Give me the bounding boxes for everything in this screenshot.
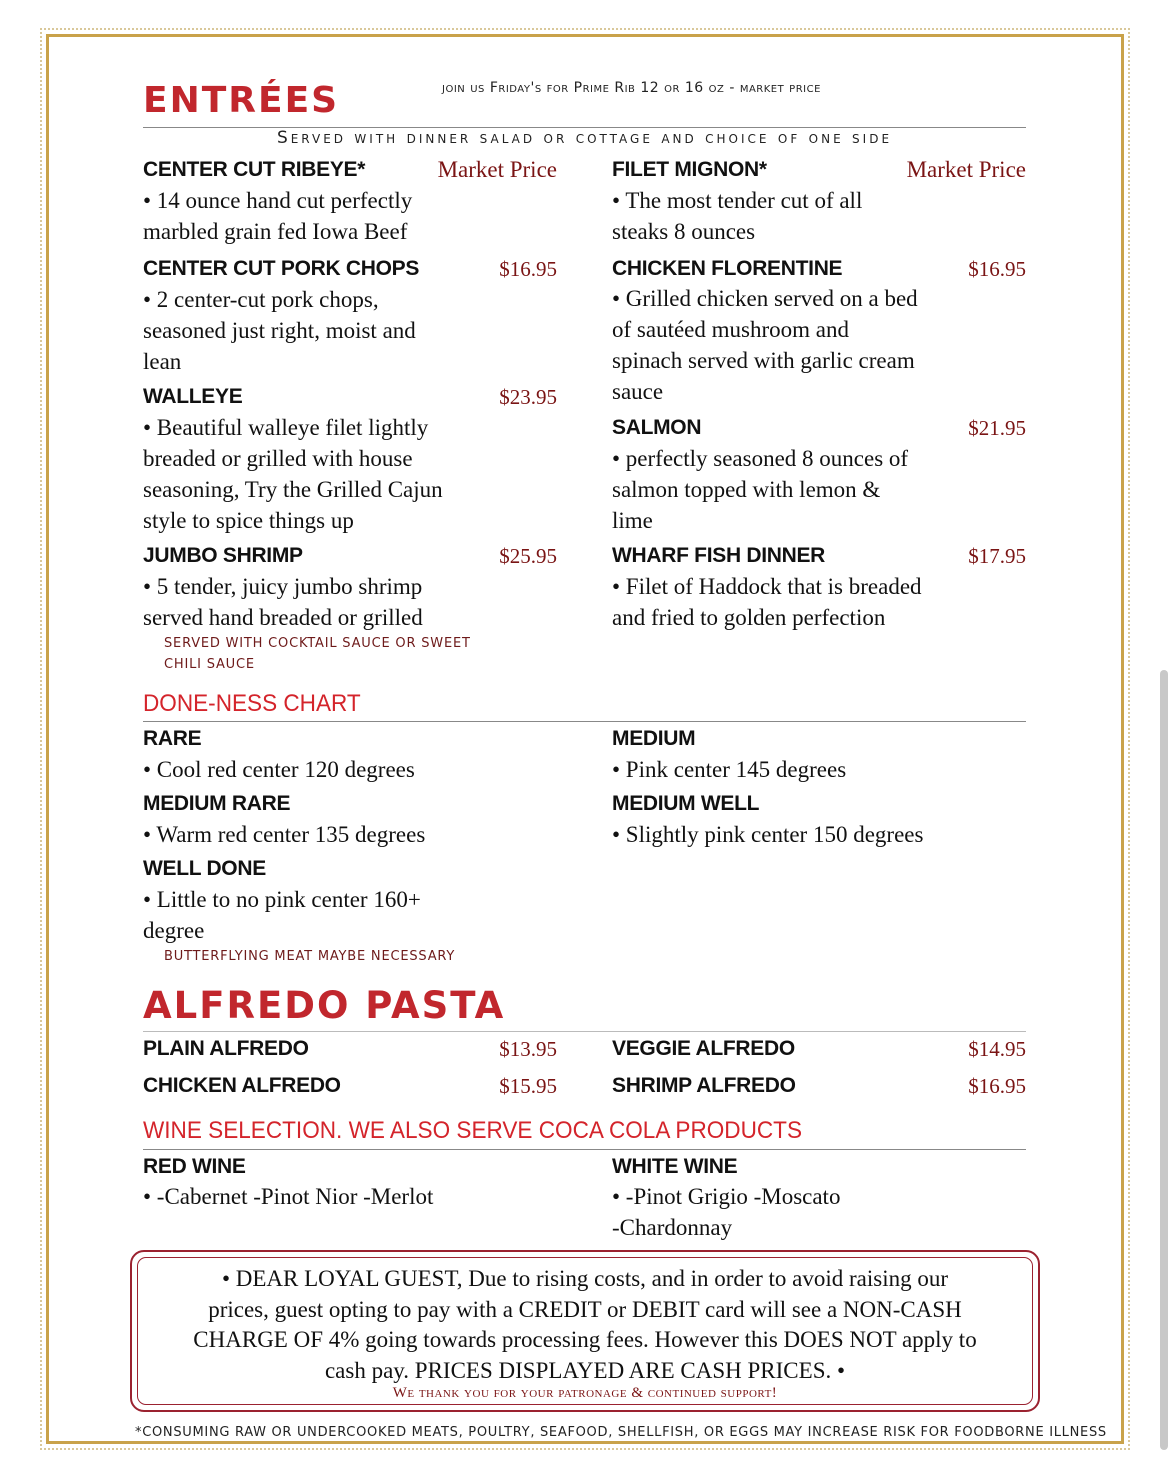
- friday-prime-rib-note: join us Friday's for Prime Rib 12 or 16 oz - market price: [442, 80, 821, 96]
- alfredo-price-plain: $13.95: [499, 1037, 557, 1061]
- item-price-salmon: $21.95: [968, 416, 1026, 440]
- item-price-ribeye: Market Price: [437, 157, 557, 182]
- item-name-pork-chops: CENTER CUT PORK CHOPS: [143, 257, 420, 280]
- item-desc-jumbo-shrimp: • 5 tender, juicy jumbo shrimp served hand breaded or grilled: [143, 574, 423, 630]
- wine-name-white: WHITE WINE: [612, 1155, 738, 1178]
- doneness-name-medium: MEDIUM: [612, 727, 696, 750]
- wine-desc-red: • -Cabernet -Pinot Nior -Merlot: [143, 1184, 434, 1209]
- item-note-jumbo-shrimp: SERVED WITH COCKTAIL SAUCE OR SWEET CHILI SAUCE: [164, 636, 471, 672]
- alfredo-title: ALFREDO PASTA: [143, 984, 506, 1027]
- alfredo-name-shrimp: SHRIMP ALFREDO: [612, 1074, 796, 1097]
- item-desc-ribeye: • 14 ounce hand cut perfectly marbled grain fed Iowa Beef: [143, 188, 413, 244]
- item-name-chicken-florentine: CHICKEN FLORENTINE: [612, 257, 843, 280]
- item-price-pork-chops: $16.95: [499, 257, 557, 281]
- alfredo-name-plain: PLAIN ALFREDO: [143, 1037, 309, 1060]
- doneness-rule: [143, 721, 1026, 722]
- item-desc-wharf-fish: • Filet of Haddock that is breaded and fried to golden perfection: [612, 574, 922, 630]
- doneness-desc-medium-well: • Slightly pink center 150 degrees: [612, 822, 924, 847]
- alfredo-price-chicken: $15.95: [499, 1074, 557, 1098]
- item-desc-salmon: • perfectly seasoned 8 ounces of salmon topped with lemon & lime: [612, 446, 909, 533]
- item-name-salmon: SALMON: [612, 416, 702, 439]
- scrollbar[interactable]: [1160, 670, 1168, 1450]
- item-desc-pork-chops: • 2 center-cut pork chops, seasoned just right, moist and lean: [143, 287, 416, 374]
- doneness-desc-rare: • Cool red center 120 degrees: [143, 757, 415, 782]
- wine-title: WINE SELECTION. WE ALSO SERVE COCA COLA PRODUCTS: [143, 1117, 802, 1144]
- item-price-wharf-fish: $17.95: [968, 544, 1026, 568]
- wine-rule: [143, 1149, 1026, 1150]
- doneness-name-rare: RARE: [143, 727, 202, 750]
- entrees-subtitle: Served with dinner salad or cottage and choice of one side: [276, 128, 893, 148]
- thank-you-note: We thank you for your patronage & continued support!: [392, 1385, 778, 1401]
- item-price-chicken-florentine: $16.95: [968, 257, 1026, 281]
- doneness-title: DONE-NESS CHART: [143, 690, 361, 717]
- item-name-ribeye: CENTER CUT RIBEYE*: [143, 158, 366, 181]
- item-desc-walleye: • Beautiful walleye filet lightly breaded or grilled with house seasoning, Try the Grilled Cajun style to spice things up: [143, 415, 443, 533]
- alfredo-name-veggie: VEGGIE ALFREDO: [612, 1037, 795, 1060]
- wine-name-red: RED WINE: [143, 1155, 246, 1178]
- entrees-title: ENTRÉES: [143, 80, 340, 121]
- doneness-name-well-done: WELL DONE: [143, 857, 266, 880]
- doneness-desc-medium: • Pink center 145 degrees: [612, 757, 847, 782]
- card-fee-notice-box: [130, 1250, 1040, 1412]
- doneness-note-butterflying: BUTTERFLYING MEAT MAYBE NECESSARY: [164, 949, 456, 964]
- item-price-filet-mignon: Market Price: [906, 157, 1026, 182]
- doneness-desc-medium-rare: • Warm red center 135 degrees: [143, 822, 426, 847]
- alfredo-name-chicken: CHICKEN ALFREDO: [143, 1074, 341, 1097]
- alfredo-price-veggie: $14.95: [968, 1037, 1026, 1061]
- card-fee-notice-text: • DEAR LOYAL GUEST, Due to rising costs, and in order to avoid raising our prices, guest opting to pay with a CREDIT or DEBIT card will see a NON-CASH CHARGE OF 4% going towards processing fees. However this DOES NOT apply to cash pay. PRICES DISPLAYED ARE CASH PRICES. •: [193, 1266, 977, 1383]
- foodborne-illness-disclaimer: *CONSUMING RAW OR UNDERCOOKED MEATS, POULTRY, SEAFOOD, SHELLFISH, OR EGGS MAY INCREASE RISK FOR FOODBORNE ILLNESS: [135, 1425, 1107, 1440]
- item-name-wharf-fish: WHARF FISH DINNER: [612, 544, 826, 567]
- item-name-filet-mignon: FILET MIGNON*: [612, 158, 767, 181]
- item-name-walleye: WALLEYE: [143, 385, 243, 408]
- wine-desc-white: • -Pinot Grigio -Moscato -Chardonnay: [612, 1184, 841, 1240]
- item-desc-chicken-florentine: • Grilled chicken served on a bed of sautéed mushroom and spinach served with garlic cream sauce: [612, 286, 918, 404]
- item-desc-filet-mignon: • The most tender cut of all steaks 8 ounces: [612, 188, 863, 244]
- doneness-name-medium-well: MEDIUM WELL: [612, 792, 760, 815]
- item-name-jumbo-shrimp: JUMBO SHRIMP: [143, 544, 303, 567]
- doneness-desc-well-done: • Little to no pink center 160+ degree: [143, 887, 421, 943]
- doneness-name-medium-rare: MEDIUM RARE: [143, 792, 291, 815]
- alfredo-price-shrimp: $16.95: [968, 1074, 1026, 1098]
- item-price-walleye: $23.95: [499, 385, 557, 409]
- item-price-jumbo-shrimp: $25.95: [499, 544, 557, 568]
- alfredo-rule: [143, 1031, 1026, 1032]
